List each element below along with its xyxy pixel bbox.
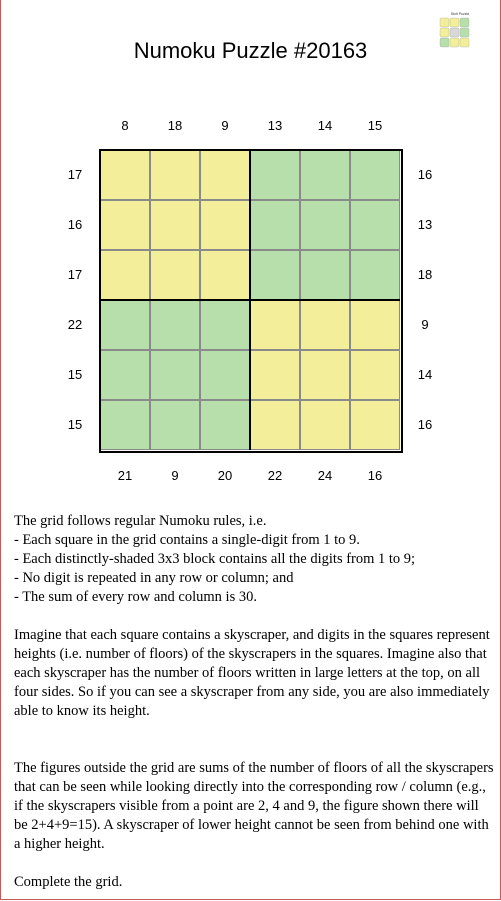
puzzle-title: Numoku Puzzle #20163 [133, 38, 368, 63]
left-clue: 17 [67, 267, 83, 282]
rules-intro: The grid follows regular Numoku rules, i.e. [14, 513, 267, 529]
puzzle-thumbnail [430, 10, 490, 70]
grid-cell[interactable] [300, 250, 350, 300]
grid-cell[interactable] [250, 200, 300, 250]
left-clue: 15 [67, 417, 83, 432]
grid-cell[interactable] [150, 350, 200, 400]
grid-cell[interactable] [350, 200, 400, 250]
grid-cell[interactable] [200, 150, 250, 200]
grid-cell[interactable] [250, 350, 300, 400]
grid-cell[interactable] [100, 150, 150, 200]
top-clue: 18 [167, 118, 183, 133]
rules-section [14, 512, 494, 607]
top-clue: 13 [267, 118, 283, 133]
grid-cell[interactable] [300, 300, 350, 350]
left-clue: 17 [67, 167, 83, 182]
bottom-clue: 24 [317, 468, 333, 483]
right-clue: 16 [417, 167, 433, 182]
grid-cell[interactable] [200, 250, 250, 300]
rule-item: - Each square in the grid contains a single-digit from 1 to 9. [14, 532, 360, 548]
grid-cell[interactable] [150, 300, 200, 350]
grid-cell[interactable] [200, 300, 250, 350]
right-clue: 9 [421, 317, 429, 332]
grid-cell[interactable] [200, 200, 250, 250]
right-clue: 14 [417, 367, 433, 382]
grid-cell[interactable] [150, 200, 200, 250]
grid-cell[interactable] [100, 200, 150, 250]
top-clue: 8 [121, 118, 129, 133]
grid-cell[interactable] [100, 400, 150, 450]
grid-cell[interactable] [350, 300, 400, 350]
grid-cell[interactable] [250, 400, 300, 450]
top-clue: 9 [221, 118, 229, 133]
bottom-clue: 21 [117, 468, 133, 483]
rule-item: - No digit is repeated in any row or column; and [14, 570, 294, 586]
grid-cell[interactable] [150, 250, 200, 300]
right-clue: 16 [417, 417, 433, 432]
sums-paragraph: The figures outside the grid are sums of the number of floors of all the skyscrapers that can be seen while looking directly into the corresponding row / column (e.g., if the skyscrapers visible from a point are 2, 4 and 9, the figure shown there will be 2+4+9=15). A skyscraper of lower height cannot be seen from behind one with a higher height. [14, 760, 494, 852]
grid-cell[interactable] [250, 300, 300, 350]
grid-cell[interactable] [250, 250, 300, 300]
grid-cell[interactable] [150, 400, 200, 450]
grid-cell[interactable] [150, 150, 200, 200]
left-clue: 16 [67, 217, 83, 232]
skyscraper-paragraph: Imagine that each square contains a skyscraper, and digits in the squares represent heights (i.e. number of floors) of the skyscrapers in the squares. Imagine also that each skyscraper has the number of floors written in large letters at the top, on all four sides. So if you can see a skyscraper from any side, you are also immediately able to know its height. [14, 627, 490, 719]
grid-cell[interactable] [200, 400, 250, 450]
bottom-clue: 22 [267, 468, 283, 483]
grid-cell[interactable] [350, 150, 400, 200]
left-clue: 22 [67, 317, 83, 332]
bottom-clue: 16 [367, 468, 383, 483]
grid-cell[interactable] [200, 350, 250, 400]
grid-cell[interactable] [350, 400, 400, 450]
grid-cell[interactable] [300, 150, 350, 200]
right-clue: 18 [417, 267, 433, 282]
grid-cell[interactable] [100, 300, 150, 350]
grid-cell[interactable] [300, 350, 350, 400]
grid-cell[interactable] [100, 250, 150, 300]
thumbnail-label: Stolt Puzzle [450, 12, 470, 16]
grid-cell[interactable] [350, 250, 400, 300]
bottom-clue: 20 [217, 468, 233, 483]
closing-instruction: Complete the grid. [14, 874, 123, 890]
grid-cell[interactable] [350, 350, 400, 400]
rule-item: - The sum of every row and column is 30. [14, 589, 257, 605]
left-clue: 15 [67, 367, 83, 382]
grid-cell[interactable] [300, 200, 350, 250]
grid-cell[interactable] [250, 150, 300, 200]
rule-item: - Each distinctly-shaded 3x3 block contains all the digits from 1 to 9; [14, 551, 416, 567]
grid-cell[interactable] [300, 400, 350, 450]
block-divider-horizontal [100, 299, 400, 301]
top-clue: 14 [317, 118, 333, 133]
right-clue: 13 [417, 217, 433, 232]
bottom-clue: 9 [171, 468, 179, 483]
grid-cell[interactable] [100, 350, 150, 400]
top-clue: 15 [367, 118, 383, 133]
